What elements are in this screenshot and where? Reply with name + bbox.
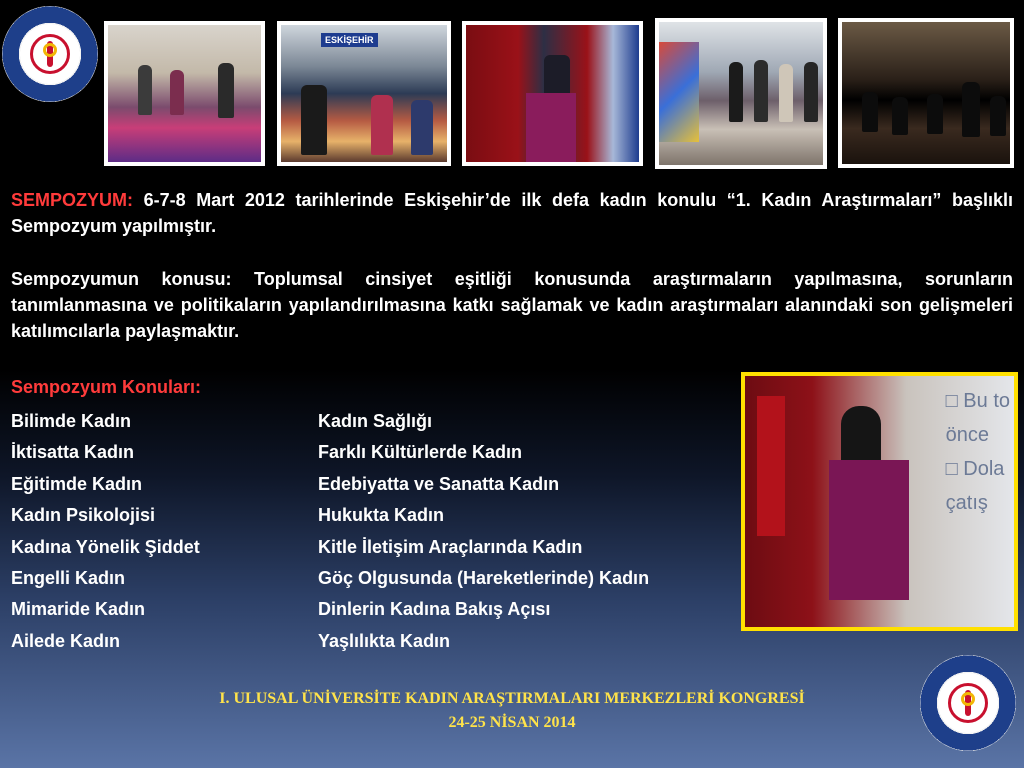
topic-right-2: Farklı Kültürlerde Kadın [318,442,523,462]
congress-title: I. ULUSAL ÜNİVERSİTE KADIN ARAŞTIRMALARI MERKEZLERİ KONGRESİ [219,690,805,707]
stand-sign: ESKİŞEHİR [321,33,378,47]
university-logo-top-left [2,6,98,102]
topic-left-4: Kadın Psikolojisi [11,505,156,525]
topic-right-4: Hukukta Kadın [318,505,445,525]
topic-right-6: Göç Olgusunda (Hareketlerinde) Kadın [318,568,650,588]
photo-craft-exhibition [104,21,265,166]
topic-left-8: Ailede Kadın [11,631,121,651]
turkish-flag [757,396,785,536]
topic-left-6: Engelli Kadın [11,568,126,588]
photo-orchestra-concert [838,18,1014,168]
topic-left-7: Mimaride Kadın [11,599,146,619]
photo-speaker-highlight [741,372,1018,631]
topic-left-5: Kadına Yönelik Şiddet [11,537,200,557]
symposium-label: SEMPOZYUM: [11,190,134,210]
topic-right-5: Kitle İletişim Araçlarında Kadın [318,537,583,557]
topics-title: Sempozyum Konuları: [11,377,202,397]
topic-left-2: İktisatta Kadın [11,442,135,462]
photo-exhibition-stand [277,21,451,166]
topic-right-8: Yaşlılıkta Kadın [318,631,451,651]
symposium-subject: Sempozyumun konusu: Toplumsal cinsiyet eşitliği konusunda araştırmaların yapılmasına, sorunların tanımlanmasına ve politikaların yapılandırılmasına katkı sağlamak ve kadın araştırmaları alanındaki son gelişmeleri katılımcılarla paylaşmaktır. [11,269,1013,341]
symposium-intro-text: 6-7-8 Mart 2012 tarihlerinde Eskişehir’de ilk defa kadın konulu “1. Kadın Araştırmaları” başlıklı Sempozyum yapılmıştır. [11,190,1013,236]
speaker-figure [841,406,881,466]
symposium-intro [11,187,1013,239]
topic-right-3: Edebiyatta ve Sanatta Kadın [318,474,560,494]
photo-art-gallery-visit [655,18,827,169]
topic-left-3: Eğitimde Kadın [11,474,143,494]
congress-date: 24-25 NİSAN 2014 [448,714,576,731]
topic-left-1: Bilimde Kadın [11,411,132,431]
projection-screen: □ Bu to önce □ Dola çatış [945,390,1010,514]
photo-speaker-podium [462,21,643,166]
topic-right-7: Dinlerin Kadına Bakış Açısı [318,599,551,619]
topic-right-1: Kadın Sağlığı [318,411,433,431]
pen-nib-emblem-icon [30,34,70,74]
podium [829,460,909,600]
